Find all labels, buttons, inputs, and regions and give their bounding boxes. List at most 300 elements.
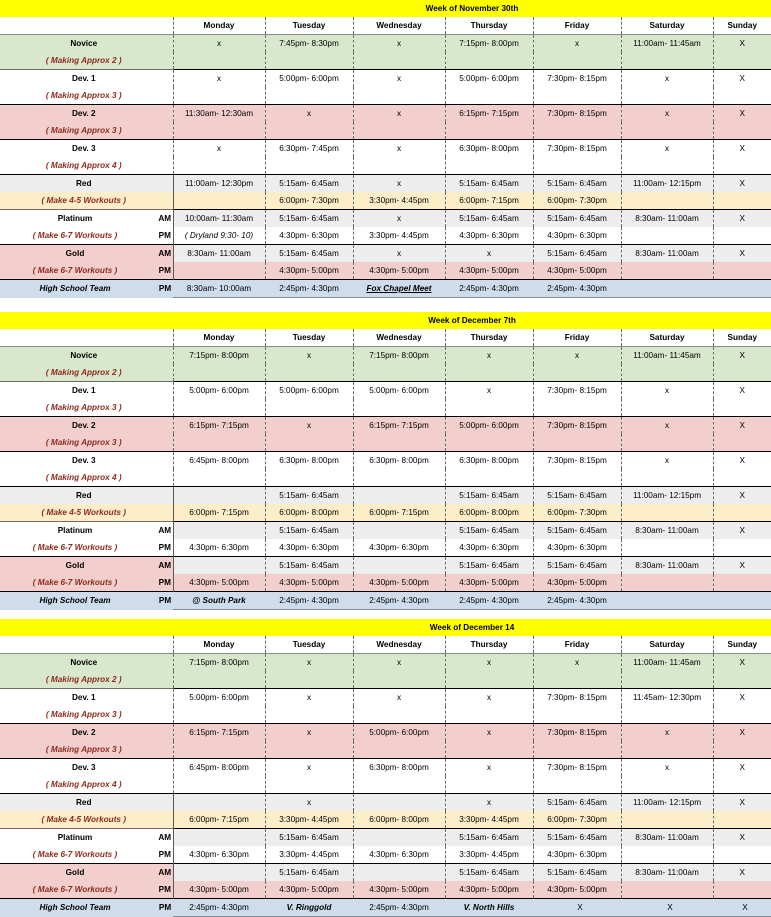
cell: 11:00am- 12:15pm — [621, 487, 713, 505]
cell: X — [713, 35, 771, 53]
group-sublabel-novice: ( Making Approx 2 ) — [0, 364, 173, 382]
group-row-novice — [0, 654, 771, 672]
cell — [621, 280, 713, 298]
cell: 7:30pm- 8:15pm — [533, 724, 621, 742]
cell: 7:30pm- 8:15pm — [533, 140, 621, 158]
cell: 11:00am- 12:15pm — [621, 794, 713, 812]
day-header-tuesday: Tuesday — [265, 329, 353, 347]
cell: x — [621, 105, 713, 123]
cell: 6:30pm- 8:00pm — [353, 452, 445, 470]
cell: 5:15am- 6:45am — [533, 487, 621, 505]
cell — [713, 539, 771, 557]
cell: 6:00pm- 8:00pm — [445, 504, 533, 522]
cell: 6:15pm- 7:15pm — [445, 105, 533, 123]
group-label-red: Red — [0, 175, 173, 193]
cell: x — [173, 35, 265, 53]
cell: 4:30pm- 6:30pm — [533, 846, 621, 864]
group-row-platinum-am — [0, 210, 771, 228]
group-label-red: Red — [0, 487, 173, 505]
cell — [353, 87, 445, 105]
group-row-gold-am — [0, 245, 771, 263]
cell: 7:45pm- 8:30pm — [265, 35, 353, 53]
hs-pm-marker: PM — [155, 592, 173, 610]
group-sublabel-dev1: ( Making Approx 3 ) — [0, 399, 173, 417]
cell: 8:30am- 11:00am — [621, 522, 713, 540]
group-subrow-novice — [0, 364, 771, 382]
group-label-dev2: Dev. 2 — [0, 417, 173, 435]
day-header-row — [0, 329, 771, 347]
cell: 6:30pm- 8:00pm — [445, 140, 533, 158]
cell: x — [533, 654, 621, 672]
cell: x — [621, 724, 713, 742]
cell — [713, 776, 771, 794]
cell: x — [445, 245, 533, 263]
cell: 8:30am- 11:00am — [621, 210, 713, 228]
group-row-dev1 — [0, 70, 771, 88]
cell: X — [713, 487, 771, 505]
group-label-platinum: Platinum — [0, 829, 155, 847]
day-header-saturday: Saturday — [621, 17, 713, 35]
cell: x — [265, 105, 353, 123]
cell — [713, 192, 771, 210]
group-label-platinum: Platinum — [0, 210, 155, 228]
cell: 6:30pm- 8:00pm — [445, 452, 533, 470]
day-header-sunday: Sunday — [713, 329, 771, 347]
cell — [265, 469, 353, 487]
cell: 5:00pm- 6:00pm — [445, 417, 533, 435]
cell: 5:15am- 6:45am — [265, 245, 353, 263]
cell: 4:30pm- 5:00pm — [533, 574, 621, 592]
cell: 5:00pm- 6:00pm — [445, 70, 533, 88]
cell: 4:30pm- 5:00pm — [265, 881, 353, 899]
cell — [173, 706, 265, 724]
group-row-novice — [0, 35, 771, 53]
cell: x — [621, 452, 713, 470]
cell: 4:30pm- 5:00pm — [445, 881, 533, 899]
cell — [173, 364, 265, 382]
group-row-red-am — [0, 487, 771, 505]
group-sublabel-dev3: ( Making Approx 4 ) — [0, 469, 173, 487]
cell — [621, 227, 713, 245]
cell: x — [445, 724, 533, 742]
group-label-dev2: Dev. 2 — [0, 105, 173, 123]
cell: 6:45pm- 8:00pm — [173, 452, 265, 470]
week-title: Week of December 7th — [173, 312, 771, 329]
cell: 11:45am- 12:30pm — [621, 689, 713, 707]
cell: x — [621, 70, 713, 88]
cell — [713, 434, 771, 452]
group-row-novice — [0, 347, 771, 365]
gold-pm-marker: PM — [155, 262, 173, 280]
cell: 4:30pm- 6:30pm — [533, 227, 621, 245]
cell: 4:30pm- 5:00pm — [353, 262, 445, 280]
gold-pm-marker: PM — [155, 574, 173, 592]
cell: 7:30pm- 8:15pm — [533, 759, 621, 777]
cell — [265, 434, 353, 452]
group-sublabel-dev1: ( Making Approx 3 ) — [0, 87, 173, 105]
group-label-dev2: Dev. 2 — [0, 724, 173, 742]
group-subrow-dev3 — [0, 157, 771, 175]
week-table-3 — [0, 619, 771, 917]
cell — [713, 399, 771, 417]
cell: X — [713, 829, 771, 847]
cell: X — [713, 210, 771, 228]
day-header-saturday: Saturday — [621, 329, 713, 347]
cell: x — [265, 794, 353, 812]
cell: 7:30pm- 8:15pm — [533, 417, 621, 435]
group-row-gold-pm — [0, 574, 771, 592]
cell — [265, 122, 353, 140]
cell — [533, 671, 621, 689]
group-label-novice: Novice — [0, 347, 173, 365]
cell — [353, 364, 445, 382]
cell — [445, 364, 533, 382]
cell — [713, 881, 771, 899]
day-header-sunday: Sunday — [713, 636, 771, 654]
group-row-gold-pm — [0, 262, 771, 280]
cell — [621, 364, 713, 382]
cell — [533, 157, 621, 175]
group-label-dev1: Dev. 1 — [0, 382, 173, 400]
cell: X — [713, 557, 771, 575]
cell: X — [713, 864, 771, 882]
group-label-platinum: Platinum — [0, 522, 155, 540]
cell — [533, 399, 621, 417]
cell: 5:00pm- 6:00pm — [353, 382, 445, 400]
cell: 4:30pm- 5:00pm — [445, 262, 533, 280]
group-sublabel-novice: ( Making Approx 2 ) — [0, 671, 173, 689]
cell: x — [445, 794, 533, 812]
group-row-red-am — [0, 175, 771, 193]
cell: x — [265, 347, 353, 365]
cell: 5:15am- 6:45am — [533, 557, 621, 575]
cell: 3:30pm- 4:45pm — [353, 227, 445, 245]
cell: 4:30pm- 5:00pm — [265, 574, 353, 592]
week-gap-2 — [0, 610, 771, 619]
group-row-platinum-pm — [0, 846, 771, 864]
cell: 8:30am- 11:00am — [621, 557, 713, 575]
group-subrow-dev3 — [0, 469, 771, 487]
cell: 5:15am- 6:45am — [533, 210, 621, 228]
cell: 4:30pm- 5:00pm — [353, 881, 445, 899]
cell: 11:00am- 12:15pm — [621, 175, 713, 193]
cell: 2:45pm- 4:30pm — [265, 592, 353, 610]
day-header-wednesday: Wednesday — [353, 17, 445, 35]
day-header-row — [0, 17, 771, 35]
gold-pm-marker: PM — [155, 881, 173, 899]
cell — [353, 557, 445, 575]
group-sublabel-platinum: ( Make 6-7 Workouts ) — [0, 539, 155, 557]
cell: 5:15am- 6:45am — [445, 557, 533, 575]
cell: 3:30pm- 4:45pm — [353, 192, 445, 210]
cell — [621, 706, 713, 724]
cell: 6:15pm- 7:15pm — [353, 417, 445, 435]
cell-meet: V. Ringgold — [265, 899, 353, 917]
group-label-red: Red — [0, 794, 173, 812]
group-sublabel-dev3: ( Making Approx 4 ) — [0, 157, 173, 175]
group-subrow-dev1 — [0, 706, 771, 724]
cell: X — [713, 382, 771, 400]
cell — [173, 192, 265, 210]
cell: 5:00pm- 6:00pm — [353, 724, 445, 742]
cell — [621, 881, 713, 899]
cell: 4:30pm- 6:30pm — [353, 539, 445, 557]
group-sublabel-red: ( Make 4-5 Workouts ) — [0, 192, 173, 210]
cell — [265, 157, 353, 175]
cell: ( Dryland 9:30- 10) — [173, 227, 265, 245]
group-label-gold: Gold — [0, 864, 155, 882]
week-title-row — [0, 0, 771, 17]
cell: x — [621, 417, 713, 435]
cell: x — [445, 759, 533, 777]
cell: 6:00pm- 7:15pm — [445, 192, 533, 210]
cell — [445, 671, 533, 689]
cell: 4:30pm- 6:30pm — [173, 846, 265, 864]
cell: 4:30pm- 6:30pm — [265, 539, 353, 557]
cell: x — [353, 70, 445, 88]
cell: X — [713, 140, 771, 158]
cell: x — [265, 654, 353, 672]
week-gap-1 — [0, 298, 771, 312]
cell — [353, 522, 445, 540]
group-row-red-pm — [0, 811, 771, 829]
group-label-dev1: Dev. 1 — [0, 689, 173, 707]
group-label-gold: Gold — [0, 245, 155, 263]
cell — [533, 87, 621, 105]
cell: 8:30am- 11:00am — [173, 245, 265, 263]
day-header-monday: Monday — [173, 636, 265, 654]
title-spacer — [0, 619, 173, 636]
cell — [353, 469, 445, 487]
group-row-platinum-pm — [0, 227, 771, 245]
cell — [713, 157, 771, 175]
cell: 5:15am- 6:45am — [265, 487, 353, 505]
cell: 4:30pm- 5:00pm — [173, 881, 265, 899]
cell — [353, 776, 445, 794]
cell — [353, 52, 445, 70]
cell: 5:15am- 6:45am — [533, 245, 621, 263]
cell: x — [445, 347, 533, 365]
group-sublabel-dev3: ( Making Approx 4 ) — [0, 776, 173, 794]
cell: 4:30pm- 5:00pm — [353, 574, 445, 592]
cell: X — [713, 794, 771, 812]
cell: 7:15pm- 8:00pm — [445, 35, 533, 53]
cell: 6:30pm- 8:00pm — [265, 452, 353, 470]
cell — [445, 87, 533, 105]
group-row-red-pm — [0, 504, 771, 522]
cell — [173, 122, 265, 140]
group-subrow-novice — [0, 52, 771, 70]
cell: 2:45pm- 4:30pm — [353, 592, 445, 610]
cell — [621, 262, 713, 280]
title-spacer — [0, 312, 173, 329]
cell: 6:00pm- 8:00pm — [353, 811, 445, 829]
group-subrow-dev2 — [0, 122, 771, 140]
cell — [621, 87, 713, 105]
cell: 6:00pm- 7:30pm — [533, 192, 621, 210]
cell — [621, 539, 713, 557]
cell: x — [173, 70, 265, 88]
cell: 7:15pm- 8:00pm — [353, 347, 445, 365]
cell: x — [265, 417, 353, 435]
group-row-dev3 — [0, 140, 771, 158]
platinum-am-marker: AM — [155, 522, 173, 540]
cell — [173, 52, 265, 70]
cell: 5:15am- 6:45am — [533, 864, 621, 882]
cell: 7:15pm- 8:00pm — [173, 654, 265, 672]
cell: 5:15am- 6:45am — [445, 487, 533, 505]
cell-meet: V. North Hills — [445, 899, 533, 917]
cell — [621, 434, 713, 452]
cell — [265, 671, 353, 689]
cell: 5:15am- 6:45am — [265, 210, 353, 228]
group-row-gold-am — [0, 864, 771, 882]
cell — [621, 846, 713, 864]
cell — [533, 122, 621, 140]
day-header-thursday: Thursday — [445, 329, 533, 347]
cell — [713, 469, 771, 487]
cell — [445, 706, 533, 724]
cell: 3:30pm- 4:45pm — [265, 811, 353, 829]
cell — [353, 829, 445, 847]
cell: x — [353, 140, 445, 158]
cell — [713, 87, 771, 105]
cell: 4:30pm- 6:30pm — [445, 539, 533, 557]
cell: 2:45pm- 4:30pm — [533, 592, 621, 610]
cell: 6:15pm- 7:15pm — [173, 417, 265, 435]
cell: 6:00pm- 7:15pm — [353, 504, 445, 522]
gold-am-marker: AM — [155, 864, 173, 882]
day-header-wednesday: Wednesday — [353, 329, 445, 347]
cell — [445, 776, 533, 794]
cell — [621, 671, 713, 689]
cell: 7:30pm- 8:15pm — [533, 70, 621, 88]
cell: 8:30am- 11:00am — [621, 245, 713, 263]
cell — [713, 364, 771, 382]
cell — [265, 364, 353, 382]
group-row-platinum-am — [0, 829, 771, 847]
group-sublabel-red: ( Make 4-5 Workouts ) — [0, 811, 173, 829]
cell: 4:30pm- 6:30pm — [353, 846, 445, 864]
cell — [621, 192, 713, 210]
cell — [621, 469, 713, 487]
group-sublabel-dev2: ( Making Approx 3 ) — [0, 434, 173, 452]
cell — [713, 227, 771, 245]
day-header-friday: Friday — [533, 329, 621, 347]
cell: 5:15am- 6:45am — [265, 864, 353, 882]
hs-pm-marker: PM — [155, 899, 173, 917]
cell — [353, 434, 445, 452]
cell: 6:00pm- 7:15pm — [173, 504, 265, 522]
cell: 5:15am- 6:45am — [445, 522, 533, 540]
cell: 11:00am- 11:45am — [621, 35, 713, 53]
cell: x — [353, 689, 445, 707]
cell — [353, 794, 445, 812]
cell — [533, 741, 621, 759]
cell: 6:00pm- 7:15pm — [173, 811, 265, 829]
cell: X — [713, 452, 771, 470]
cell: X — [713, 759, 771, 777]
cell: 11:30am- 12:30am — [173, 105, 265, 123]
group-sublabel-dev1: ( Making Approx 3 ) — [0, 706, 173, 724]
cell: x — [445, 689, 533, 707]
cell: 6:30pm- 7:45pm — [265, 140, 353, 158]
cell — [621, 122, 713, 140]
cell — [173, 776, 265, 794]
cell: x — [353, 245, 445, 263]
cell — [173, 829, 265, 847]
cell: 3:30pm- 4:45pm — [265, 846, 353, 864]
cell — [533, 52, 621, 70]
group-sublabel-gold: ( Make 6-7 Workouts ) — [0, 574, 155, 592]
cell: 6:00pm- 7:30pm — [533, 504, 621, 522]
cell — [265, 52, 353, 70]
cell — [353, 157, 445, 175]
group-label-high-school: High School Team — [0, 280, 155, 298]
cell: x — [173, 140, 265, 158]
cell: 5:15am- 6:45am — [265, 175, 353, 193]
cell: 5:00pm- 6:00pm — [173, 382, 265, 400]
cell: 5:15am- 6:45am — [265, 829, 353, 847]
cell: x — [621, 759, 713, 777]
cell: 2:45pm- 4:30pm — [265, 280, 353, 298]
cell: 5:00pm- 6:00pm — [265, 70, 353, 88]
cell: 5:15am- 6:45am — [533, 175, 621, 193]
cell — [445, 157, 533, 175]
group-sublabel-red: ( Make 4-5 Workouts ) — [0, 504, 173, 522]
platinum-pm-marker: PM — [155, 846, 173, 864]
cell — [173, 87, 265, 105]
cell: 4:30pm- 5:00pm — [533, 881, 621, 899]
cell — [621, 776, 713, 794]
cell — [621, 52, 713, 70]
cell-meet: @ South Park — [173, 592, 265, 610]
day-header-thursday: Thursday — [445, 636, 533, 654]
cell — [353, 487, 445, 505]
gold-am-marker: AM — [155, 557, 173, 575]
cell: 10:00am- 11:30am — [173, 210, 265, 228]
cell: 8:30am- 11:00am — [621, 864, 713, 882]
cell: X — [713, 70, 771, 88]
header-spacer — [0, 329, 173, 347]
cell: 7:30pm- 8:15pm — [533, 689, 621, 707]
week-title-row — [0, 619, 771, 636]
cell: 7:30pm- 8:15pm — [533, 382, 621, 400]
gold-am-marker: AM — [155, 245, 173, 263]
day-header-tuesday: Tuesday — [265, 636, 353, 654]
group-subrow-dev1 — [0, 87, 771, 105]
cell: 6:00pm- 8:00pm — [265, 504, 353, 522]
cell — [713, 811, 771, 829]
cell: x — [353, 654, 445, 672]
group-label-dev1: Dev. 1 — [0, 70, 173, 88]
cell: 5:15am- 6:45am — [445, 864, 533, 882]
cell — [713, 706, 771, 724]
cell: X — [713, 105, 771, 123]
day-header-monday: Monday — [173, 329, 265, 347]
cell: x — [353, 35, 445, 53]
day-header-friday: Friday — [533, 17, 621, 35]
cell: 2:45pm- 4:30pm — [445, 280, 533, 298]
group-row-dev2 — [0, 724, 771, 742]
cell — [265, 776, 353, 794]
cell — [621, 399, 713, 417]
cell: x — [621, 140, 713, 158]
cell: 5:00pm- 6:00pm — [173, 689, 265, 707]
day-header-tuesday: Tuesday — [265, 17, 353, 35]
cell — [621, 157, 713, 175]
group-sublabel-platinum: ( Make 6-7 Workouts ) — [0, 227, 155, 245]
